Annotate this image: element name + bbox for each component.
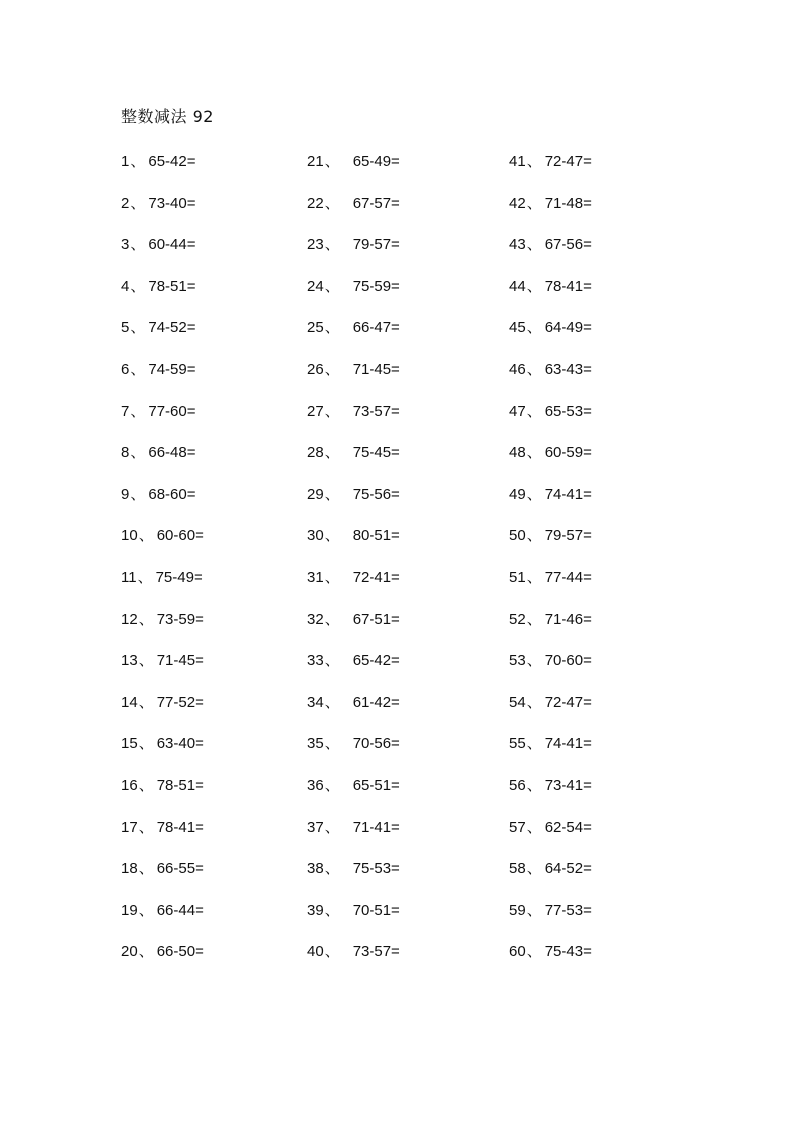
problem-expression: 71-45= (352, 360, 400, 378)
problem-row (509, 150, 689, 192)
problem-number: 39 (307, 901, 324, 919)
problem-expression: 64-49= (544, 319, 592, 337)
problem-expression: 80-51= (352, 527, 400, 545)
problem-number: 12 (121, 610, 138, 628)
problem-expression: 70-51= (352, 901, 400, 919)
problem-number: 22 (307, 194, 324, 212)
problem-expression: 67-56= (544, 236, 592, 254)
problem-expression: 72-47= (544, 693, 592, 711)
problem-column-2 (307, 150, 497, 982)
problem-row (121, 940, 291, 982)
problem-separator: 、 (137, 568, 153, 586)
problem-row (121, 524, 291, 566)
problem-row (307, 483, 497, 525)
problem-separator: 、 (138, 776, 154, 794)
worksheet-title: 整数减法 92 (121, 107, 214, 126)
problem-separator: 、 (138, 693, 154, 711)
problem-separator: 、 (324, 776, 340, 794)
problem-number: 45 (509, 319, 526, 337)
problem-expression: 65-49= (352, 153, 400, 170)
problem-expression: 74-59= (148, 360, 196, 378)
problem-expression: 63-43= (544, 360, 592, 378)
problem-number: 53 (509, 652, 526, 670)
problem-row (121, 774, 291, 816)
problem-row (509, 732, 689, 774)
problem-row (307, 857, 497, 899)
problem-row (307, 150, 497, 192)
problem-separator: 、 (324, 818, 340, 836)
problem-expression: 64-52= (544, 860, 592, 878)
problem-row (509, 441, 689, 483)
problem-expression: 71-45= (156, 652, 204, 670)
problem-separator: 、 (138, 527, 154, 545)
problem-row (307, 316, 497, 358)
problem-number: 13 (121, 652, 138, 670)
problem-separator: 、 (130, 360, 146, 378)
problem-number: 28 (307, 444, 324, 462)
problem-expression: 75-56= (352, 485, 400, 503)
problem-expression: 77-60= (148, 402, 196, 420)
problem-expression: 66-47= (352, 319, 400, 337)
problem-separator: 、 (130, 153, 146, 170)
problem-separator: 、 (324, 860, 340, 878)
problem-number: 34 (307, 693, 324, 711)
problem-number: 33 (307, 652, 324, 670)
problem-separator: 、 (324, 527, 340, 545)
problem-separator: 、 (526, 194, 542, 212)
problem-row (307, 358, 497, 400)
problem-row (509, 524, 689, 566)
problem-number: 57 (509, 818, 526, 836)
problem-separator: 、 (526, 319, 542, 337)
problem-separator: 、 (130, 277, 146, 295)
problem-row (509, 774, 689, 816)
problem-row (509, 400, 689, 442)
problem-row (307, 608, 497, 650)
problem-separator: 、 (130, 194, 146, 212)
problem-row (307, 192, 497, 234)
problem-expression: 75-49= (155, 568, 203, 586)
problem-number: 51 (509, 568, 526, 586)
problem-number: 55 (509, 735, 526, 753)
problem-separator: 、 (324, 194, 340, 212)
problem-separator: 、 (324, 277, 340, 295)
problem-expression: 77-53= (544, 901, 592, 919)
problem-expression: 68-60= (148, 485, 196, 503)
problem-row (121, 732, 291, 774)
problem-number: 17 (121, 818, 138, 836)
problem-row (121, 691, 291, 733)
problem-number: 25 (307, 319, 324, 337)
problem-number: 14 (121, 693, 138, 711)
problem-separator: 、 (324, 568, 340, 586)
problem-expression: 73-57= (352, 402, 400, 420)
problem-expression: 71-46= (544, 610, 592, 628)
problem-separator: 、 (526, 818, 542, 836)
problem-number: 2 (121, 194, 130, 212)
problem-row (307, 400, 497, 442)
problem-separator: 、 (526, 943, 542, 961)
problem-expression: 66-48= (148, 444, 196, 462)
problem-row (121, 358, 291, 400)
problem-expression: 62-54= (544, 818, 592, 836)
problem-row (121, 150, 291, 192)
problem-separator: 、 (526, 360, 542, 378)
problem-number: 47 (509, 402, 526, 420)
problem-expression: 60-60= (156, 527, 204, 545)
problem-number: 52 (509, 610, 526, 628)
problem-separator: 、 (130, 236, 146, 254)
problem-expression: 65-53= (544, 402, 592, 420)
problem-number: 60 (509, 943, 526, 961)
problem-separator: 、 (130, 485, 146, 503)
problem-number: 46 (509, 360, 526, 378)
problem-number: 35 (307, 735, 324, 753)
problem-expression: 65-51= (352, 776, 400, 794)
problem-row (307, 233, 497, 275)
problem-number: 56 (509, 776, 526, 794)
problem-number: 31 (307, 568, 324, 586)
problem-separator: 、 (526, 693, 542, 711)
problem-number: 16 (121, 776, 138, 794)
problem-expression: 75-59= (352, 277, 400, 295)
problem-number: 6 (121, 360, 130, 378)
problem-expression: 79-57= (544, 527, 592, 545)
problem-row (121, 233, 291, 275)
problem-separator: 、 (324, 693, 340, 711)
problem-row (509, 483, 689, 525)
problem-separator: 、 (526, 568, 542, 586)
problem-row (509, 940, 689, 982)
problem-separator: 、 (526, 735, 542, 753)
problem-row (509, 816, 689, 858)
problem-row (121, 566, 291, 608)
problem-separator: 、 (138, 735, 154, 753)
problem-row (121, 316, 291, 358)
problem-expression: 70-60= (544, 652, 592, 670)
problem-expression: 78-51= (156, 776, 204, 794)
problem-number: 37 (307, 818, 324, 836)
problem-row (307, 774, 497, 816)
problem-row (121, 400, 291, 442)
problem-row (509, 275, 689, 317)
problem-separator: 、 (138, 901, 154, 919)
problem-number: 38 (307, 860, 324, 878)
problem-number: 30 (307, 527, 324, 545)
problem-expression: 73-40= (148, 194, 196, 212)
problem-expression: 74-41= (544, 735, 592, 753)
problem-separator: 、 (324, 943, 340, 961)
problem-separator: 、 (526, 277, 542, 295)
problem-separator: 、 (526, 610, 542, 628)
problem-separator: 、 (138, 610, 154, 628)
problem-row (509, 649, 689, 691)
problem-separator: 、 (324, 610, 340, 628)
problem-expression: 60-59= (544, 444, 592, 462)
problem-row (121, 608, 291, 650)
problem-row (307, 691, 497, 733)
problem-row (121, 441, 291, 483)
problem-number: 42 (509, 194, 526, 212)
problem-separator: 、 (324, 236, 340, 254)
problem-row (307, 732, 497, 774)
problem-separator: 、 (526, 776, 542, 794)
problem-expression: 74-41= (544, 485, 592, 503)
problem-expression: 78-41= (544, 277, 592, 295)
problem-expression: 60-44= (148, 236, 196, 254)
problem-row (121, 192, 291, 234)
problem-expression: 73-41= (544, 776, 592, 794)
problem-number: 44 (509, 277, 526, 295)
problem-number: 18 (121, 860, 138, 878)
problem-expression: 67-51= (352, 610, 400, 628)
problem-expression: 75-45= (352, 444, 400, 462)
problem-expression: 72-41= (352, 568, 400, 586)
problem-separator: 、 (526, 652, 542, 670)
problem-separator: 、 (526, 236, 542, 254)
problem-expression: 66-44= (156, 901, 204, 919)
problem-separator: 、 (324, 360, 340, 378)
problem-number: 19 (121, 901, 138, 919)
problem-expression: 65-42= (148, 153, 196, 170)
problem-expression: 72-47= (544, 153, 592, 170)
problem-number: 59 (509, 901, 526, 919)
problem-number: 54 (509, 693, 526, 711)
problem-row (307, 899, 497, 941)
problem-column-3 (509, 150, 689, 982)
problem-separator: 、 (526, 901, 542, 919)
problem-row (121, 816, 291, 858)
problem-separator: 、 (526, 485, 542, 503)
problem-number: 1 (121, 153, 130, 170)
problem-number: 43 (509, 236, 526, 254)
problem-row (509, 233, 689, 275)
problem-separator: 、 (324, 485, 340, 503)
problem-number: 15 (121, 735, 138, 753)
problem-separator: 、 (138, 943, 154, 961)
problem-number: 40 (307, 943, 324, 961)
problem-row (121, 857, 291, 899)
problem-separator: 、 (526, 527, 542, 545)
problem-expression: 73-57= (352, 943, 400, 961)
problem-row (307, 566, 497, 608)
problem-separator: 、 (324, 735, 340, 753)
problem-row (121, 649, 291, 691)
problem-expression: 63-40= (156, 735, 204, 753)
problem-row (509, 566, 689, 608)
problem-number: 32 (307, 610, 324, 628)
problem-expression: 78-41= (156, 818, 204, 836)
problem-column-1 (121, 150, 291, 982)
problem-number: 29 (307, 485, 324, 503)
problem-expression: 77-44= (544, 568, 592, 586)
problem-separator: 、 (526, 444, 542, 462)
problem-row (509, 899, 689, 941)
problem-separator: 、 (138, 818, 154, 836)
problem-row (307, 441, 497, 483)
problem-number: 23 (307, 236, 324, 254)
problem-number: 20 (121, 943, 138, 961)
problem-number: 3 (121, 236, 130, 254)
problem-number: 48 (509, 444, 526, 462)
problem-row (121, 275, 291, 317)
problem-separator: 、 (324, 402, 340, 420)
problem-row (509, 316, 689, 358)
problem-row (509, 857, 689, 899)
problem-row (307, 524, 497, 566)
problem-expression: 66-55= (156, 860, 204, 878)
problem-separator: 、 (130, 402, 146, 420)
problem-expression: 75-53= (352, 860, 400, 878)
problem-number: 26 (307, 360, 324, 378)
problem-row (509, 358, 689, 400)
problem-expression: 65-42= (352, 652, 400, 670)
problem-separator: 、 (130, 319, 146, 337)
problem-number: 24 (307, 277, 324, 295)
problem-number: 41 (509, 153, 526, 170)
problem-number: 9 (121, 485, 130, 503)
problem-number: 58 (509, 860, 526, 878)
problem-expression: 70-56= (352, 735, 400, 753)
problem-expression: 73-59= (156, 610, 204, 628)
problem-number: 50 (509, 527, 526, 545)
problem-separator: 、 (324, 153, 340, 170)
problem-number: 49 (509, 485, 526, 503)
problem-number: 21 (307, 153, 324, 170)
problem-separator: 、 (324, 444, 340, 462)
problem-expression: 61-42= (352, 693, 400, 711)
problem-row (307, 275, 497, 317)
problem-number: 7 (121, 402, 130, 420)
problem-separator: 、 (138, 652, 154, 670)
problem-separator: 、 (526, 402, 542, 420)
problem-number: 8 (121, 444, 130, 462)
problem-expression: 66-50= (156, 943, 204, 961)
problem-expression: 75-43= (544, 943, 592, 961)
problem-row (509, 608, 689, 650)
problem-expression: 79-57= (352, 236, 400, 254)
problem-row (509, 691, 689, 733)
problem-expression: 71-41= (352, 818, 400, 836)
problem-number: 10 (121, 527, 138, 545)
problem-number: 11 (121, 568, 137, 586)
problem-separator: 、 (138, 860, 154, 878)
problem-row (121, 483, 291, 525)
problem-separator: 、 (324, 319, 340, 337)
problem-separator: 、 (324, 652, 340, 670)
problem-number: 4 (121, 277, 130, 295)
problem-row (121, 899, 291, 941)
problem-separator: 、 (526, 153, 542, 170)
problem-number: 36 (307, 776, 324, 794)
problem-row (307, 940, 497, 982)
problem-expression: 71-48= (544, 194, 592, 212)
problem-row (307, 649, 497, 691)
problem-expression: 74-52= (148, 319, 196, 337)
problem-row (307, 816, 497, 858)
problem-expression: 78-51= (148, 277, 196, 295)
problem-separator: 、 (526, 860, 542, 878)
problem-separator: 、 (130, 444, 146, 462)
problem-expression: 67-57= (352, 194, 400, 212)
problem-row (509, 192, 689, 234)
problem-separator: 、 (324, 901, 340, 919)
problem-number: 5 (121, 319, 130, 337)
problem-number: 27 (307, 402, 324, 420)
problem-expression: 77-52= (156, 693, 204, 711)
